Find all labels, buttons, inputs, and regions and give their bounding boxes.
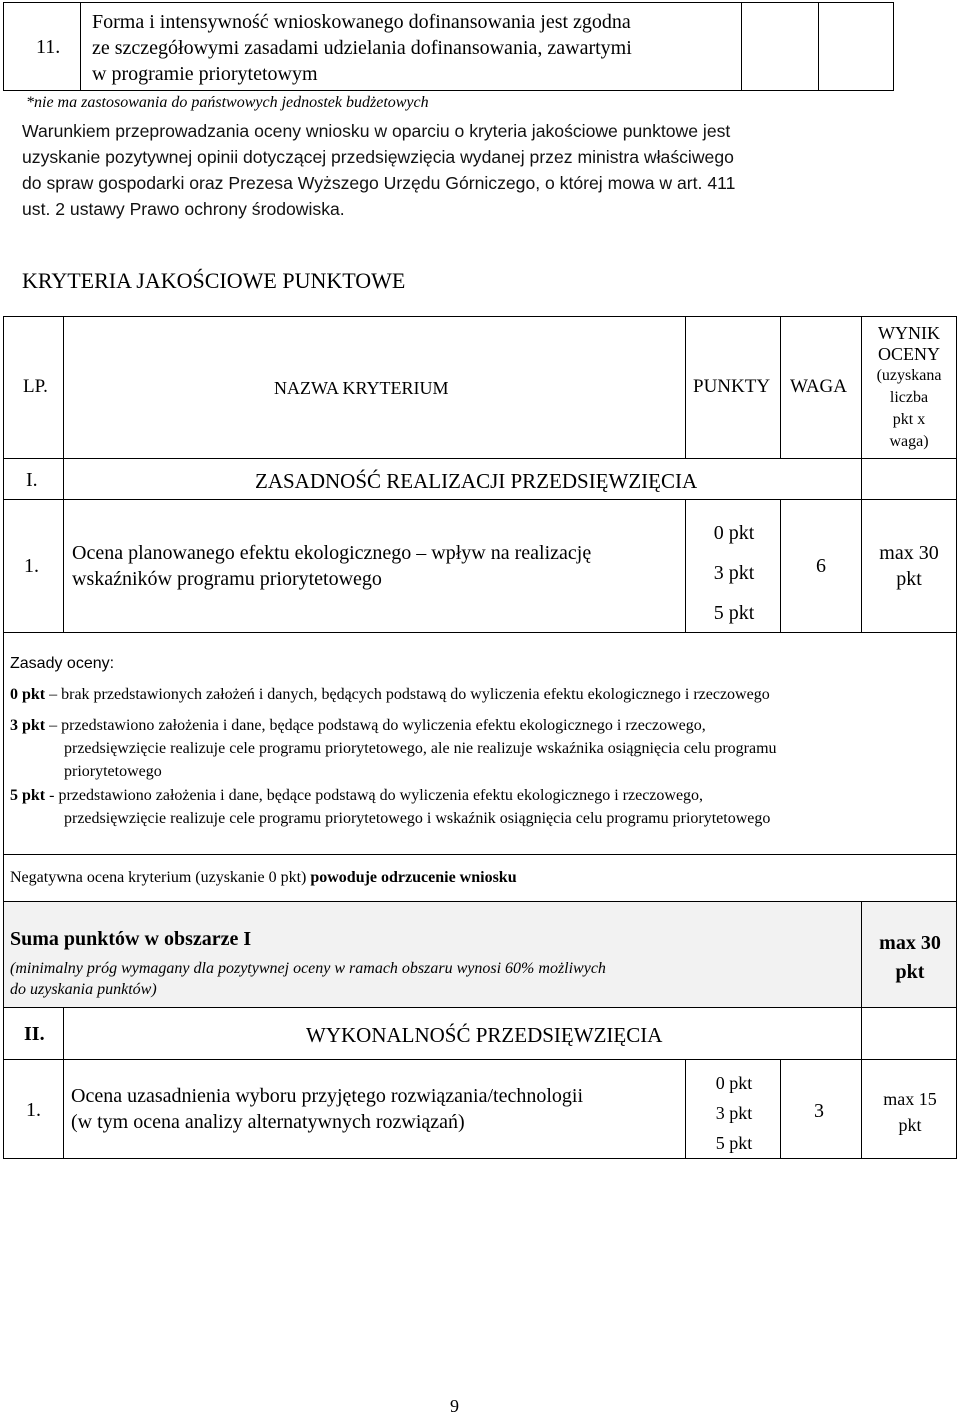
header-result-cell <box>861 316 957 459</box>
c2-weight-cell <box>780 1059 862 1159</box>
c1-points <box>686 513 782 633</box>
negative-box <box>3 854 957 902</box>
sum-note-line: (minimalny próg wymagany dla pozytywnej oceny w ramach obszaru wynosi 60% możliwych <box>10 960 606 977</box>
row11-line: w programie priorytetowym <box>92 63 318 85</box>
header-name-cell <box>63 316 686 459</box>
header-result-line: WYNIK <box>878 322 940 343</box>
area1-title: ZASADNOŚĆ REALIZACJI PRZEDSIĘWZIĘCIA <box>255 469 698 493</box>
c1-result-cell <box>861 499 957 633</box>
row11-line: ze szczegółowymi zasadami udzielania dofinansowania, zawartymi <box>92 37 632 59</box>
sum-cell <box>3 901 862 1008</box>
rule-1 <box>10 714 777 783</box>
rule-score: 3 pkt <box>10 717 46 734</box>
c2-name <box>71 1083 583 1135</box>
header-points-cell <box>685 316 781 459</box>
c2-point-option: 3 pkt <box>715 1103 753 1123</box>
row11-text <box>92 9 632 87</box>
header-weight-cell <box>780 316 862 459</box>
header-result-line: liczba <box>889 388 929 406</box>
rule-text: - przedstawiono założenia i dane, będące podstawą do wyliczenia efektu ekologicznego i rzeczowego, <box>49 787 704 804</box>
row11-line: Forma i intensywność wnioskowanego dofinansowania jest zgodna <box>92 11 631 33</box>
sum-result-cell <box>861 901 957 1008</box>
negative-note <box>10 869 517 887</box>
c2-point-option: 5 pkt <box>715 1133 753 1153</box>
rules-box <box>3 632 957 855</box>
header-points: PUNKTY <box>693 376 771 397</box>
c2-name-cell <box>63 1059 686 1159</box>
c1-point-option: 3 pkt <box>713 562 755 584</box>
sum-result <box>862 929 958 987</box>
c2-result-cell <box>861 1059 957 1159</box>
header-lp-cell <box>3 316 64 459</box>
header-name: NAZWA KRYTERIUM <box>274 378 449 398</box>
c1-number-cell <box>3 499 64 633</box>
rules-label: Zasady oceny: <box>10 655 115 672</box>
rule-text: przedsięwzięcie realizuje cele programu priorytetowego, ale nie realizuje wskaźnika osiągnięcia celu programu <box>64 740 777 757</box>
area2-result-cell <box>861 1007 957 1060</box>
area2-number-cell <box>3 1007 64 1060</box>
sum-note-line: do uzyskania punktów) <box>10 981 157 998</box>
rule-score: 5 pkt <box>10 787 46 804</box>
rule-score: 0 pkt <box>10 686 46 703</box>
c1-point-option: 0 pkt <box>713 522 755 544</box>
header-result-line: pkt x <box>892 410 926 428</box>
rule-text: priorytetowego <box>64 763 162 780</box>
footnote: *nie ma zastosowania do państwowych jednostek budżetowych <box>26 94 429 111</box>
c1-weight-cell <box>780 499 862 633</box>
c1-name-line: wskaźników programu priorytetowego <box>72 568 382 590</box>
row11-number-cell <box>3 2 81 91</box>
intro-line: ust. 2 ustawy Prawo ochrony środowiska. <box>22 199 345 219</box>
intro-line: do spraw gospodarki oraz Prezesa Wyższego Urzędu Górniczego, o której mowa w art. 411 <box>22 173 736 193</box>
area1-number: I. <box>26 469 38 491</box>
rule-text: – przedstawiono założenia i dane, będące podstawą do wyliczenia efektu ekologicznego i rzeczowego, <box>49 717 706 734</box>
c2-number-cell <box>3 1059 64 1159</box>
c2-number: 1. <box>26 1099 41 1121</box>
sum-result-line: max 30 <box>879 932 941 954</box>
area1-number-cell <box>3 458 64 500</box>
area1-result-cell <box>861 458 957 500</box>
rule-text: – brak przedstawionych założeń i danych, będących podstawą do wyliczenia efektu ekologicznego i rzeczowego <box>49 686 770 703</box>
negative-prefix: Negatywna ocena kryterium (uzyskanie 0 pkt) <box>10 869 307 886</box>
c2-name-line: (w tym ocena analizy alternatywnych rozwiązań) <box>71 1111 465 1133</box>
c1-points-cell <box>685 499 781 633</box>
row11-text-cell <box>80 2 742 91</box>
area2-title: WYKONALNOŚĆ PRZEDSIĘWZIĘCIA <box>306 1023 663 1047</box>
c2-result-line: max 15 <box>883 1089 937 1109</box>
intro-paragraph <box>22 118 735 222</box>
c1-name <box>72 540 591 592</box>
c2-points-cell <box>685 1059 781 1159</box>
area2-number: II. <box>24 1023 45 1045</box>
c1-number: 1. <box>24 555 39 577</box>
c1-weight: 6 <box>816 555 826 577</box>
header-result-line: OCENY <box>878 343 940 364</box>
c1-result-line: max 30 <box>879 542 939 564</box>
intro-line: uzyskanie pozytywnej opinii dotyczącej przedsięwzięcia wydanej przez ministra właściwego <box>22 147 734 167</box>
c2-name-line: Ocena uzasadnienia wyboru przyjętego rozwiązania/technologii <box>71 1085 584 1107</box>
rule-0 <box>10 684 770 706</box>
header-lp: LP. <box>23 376 48 397</box>
sum-result-line: pkt <box>895 961 925 983</box>
c1-name-cell <box>63 499 686 633</box>
header-weight: WAGA <box>790 376 847 397</box>
rule-text: przedsięwzięcie realizuje cele programu priorytetowego i wskaźnik osiągnięcia celu programu priorytetowego <box>64 810 771 827</box>
header-result-line: waga) <box>889 432 929 450</box>
c2-result <box>862 1086 958 1138</box>
row11-empty-cell-1 <box>741 2 819 91</box>
c2-weight: 3 <box>814 1100 824 1122</box>
rule-2 <box>10 784 770 830</box>
row11-empty-cell-2 <box>818 2 894 91</box>
c1-name-line: Ocena planowanego efektu ekologicznego – wpływ na realizację <box>72 542 592 564</box>
page-number: 9 <box>450 1396 459 1416</box>
row11-number: 11. <box>36 36 61 58</box>
c2-result-line: pkt <box>898 1115 922 1135</box>
c2-point-option: 0 pkt <box>715 1073 753 1093</box>
sum-note <box>10 958 606 1000</box>
c2-points <box>686 1068 782 1158</box>
c1-point-option: 5 pkt <box>713 602 755 624</box>
area2-title-cell <box>63 1007 862 1060</box>
area1-title-cell <box>63 458 862 500</box>
sum-title: Suma punktów w obszarze I <box>10 928 252 950</box>
c1-result-line: pkt <box>896 568 922 590</box>
intro-line: Warunkiem przeprowadzania oceny wniosku w oparciu o kryteria jakościowe punktowe jest <box>22 121 731 141</box>
header-result-line: (uzyskana <box>876 366 942 384</box>
section-title: KRYTERIA JAKOŚCIOWE PUNKTOWE <box>22 268 406 293</box>
negative-bold: powoduje odrzucenie wniosku <box>310 869 517 886</box>
